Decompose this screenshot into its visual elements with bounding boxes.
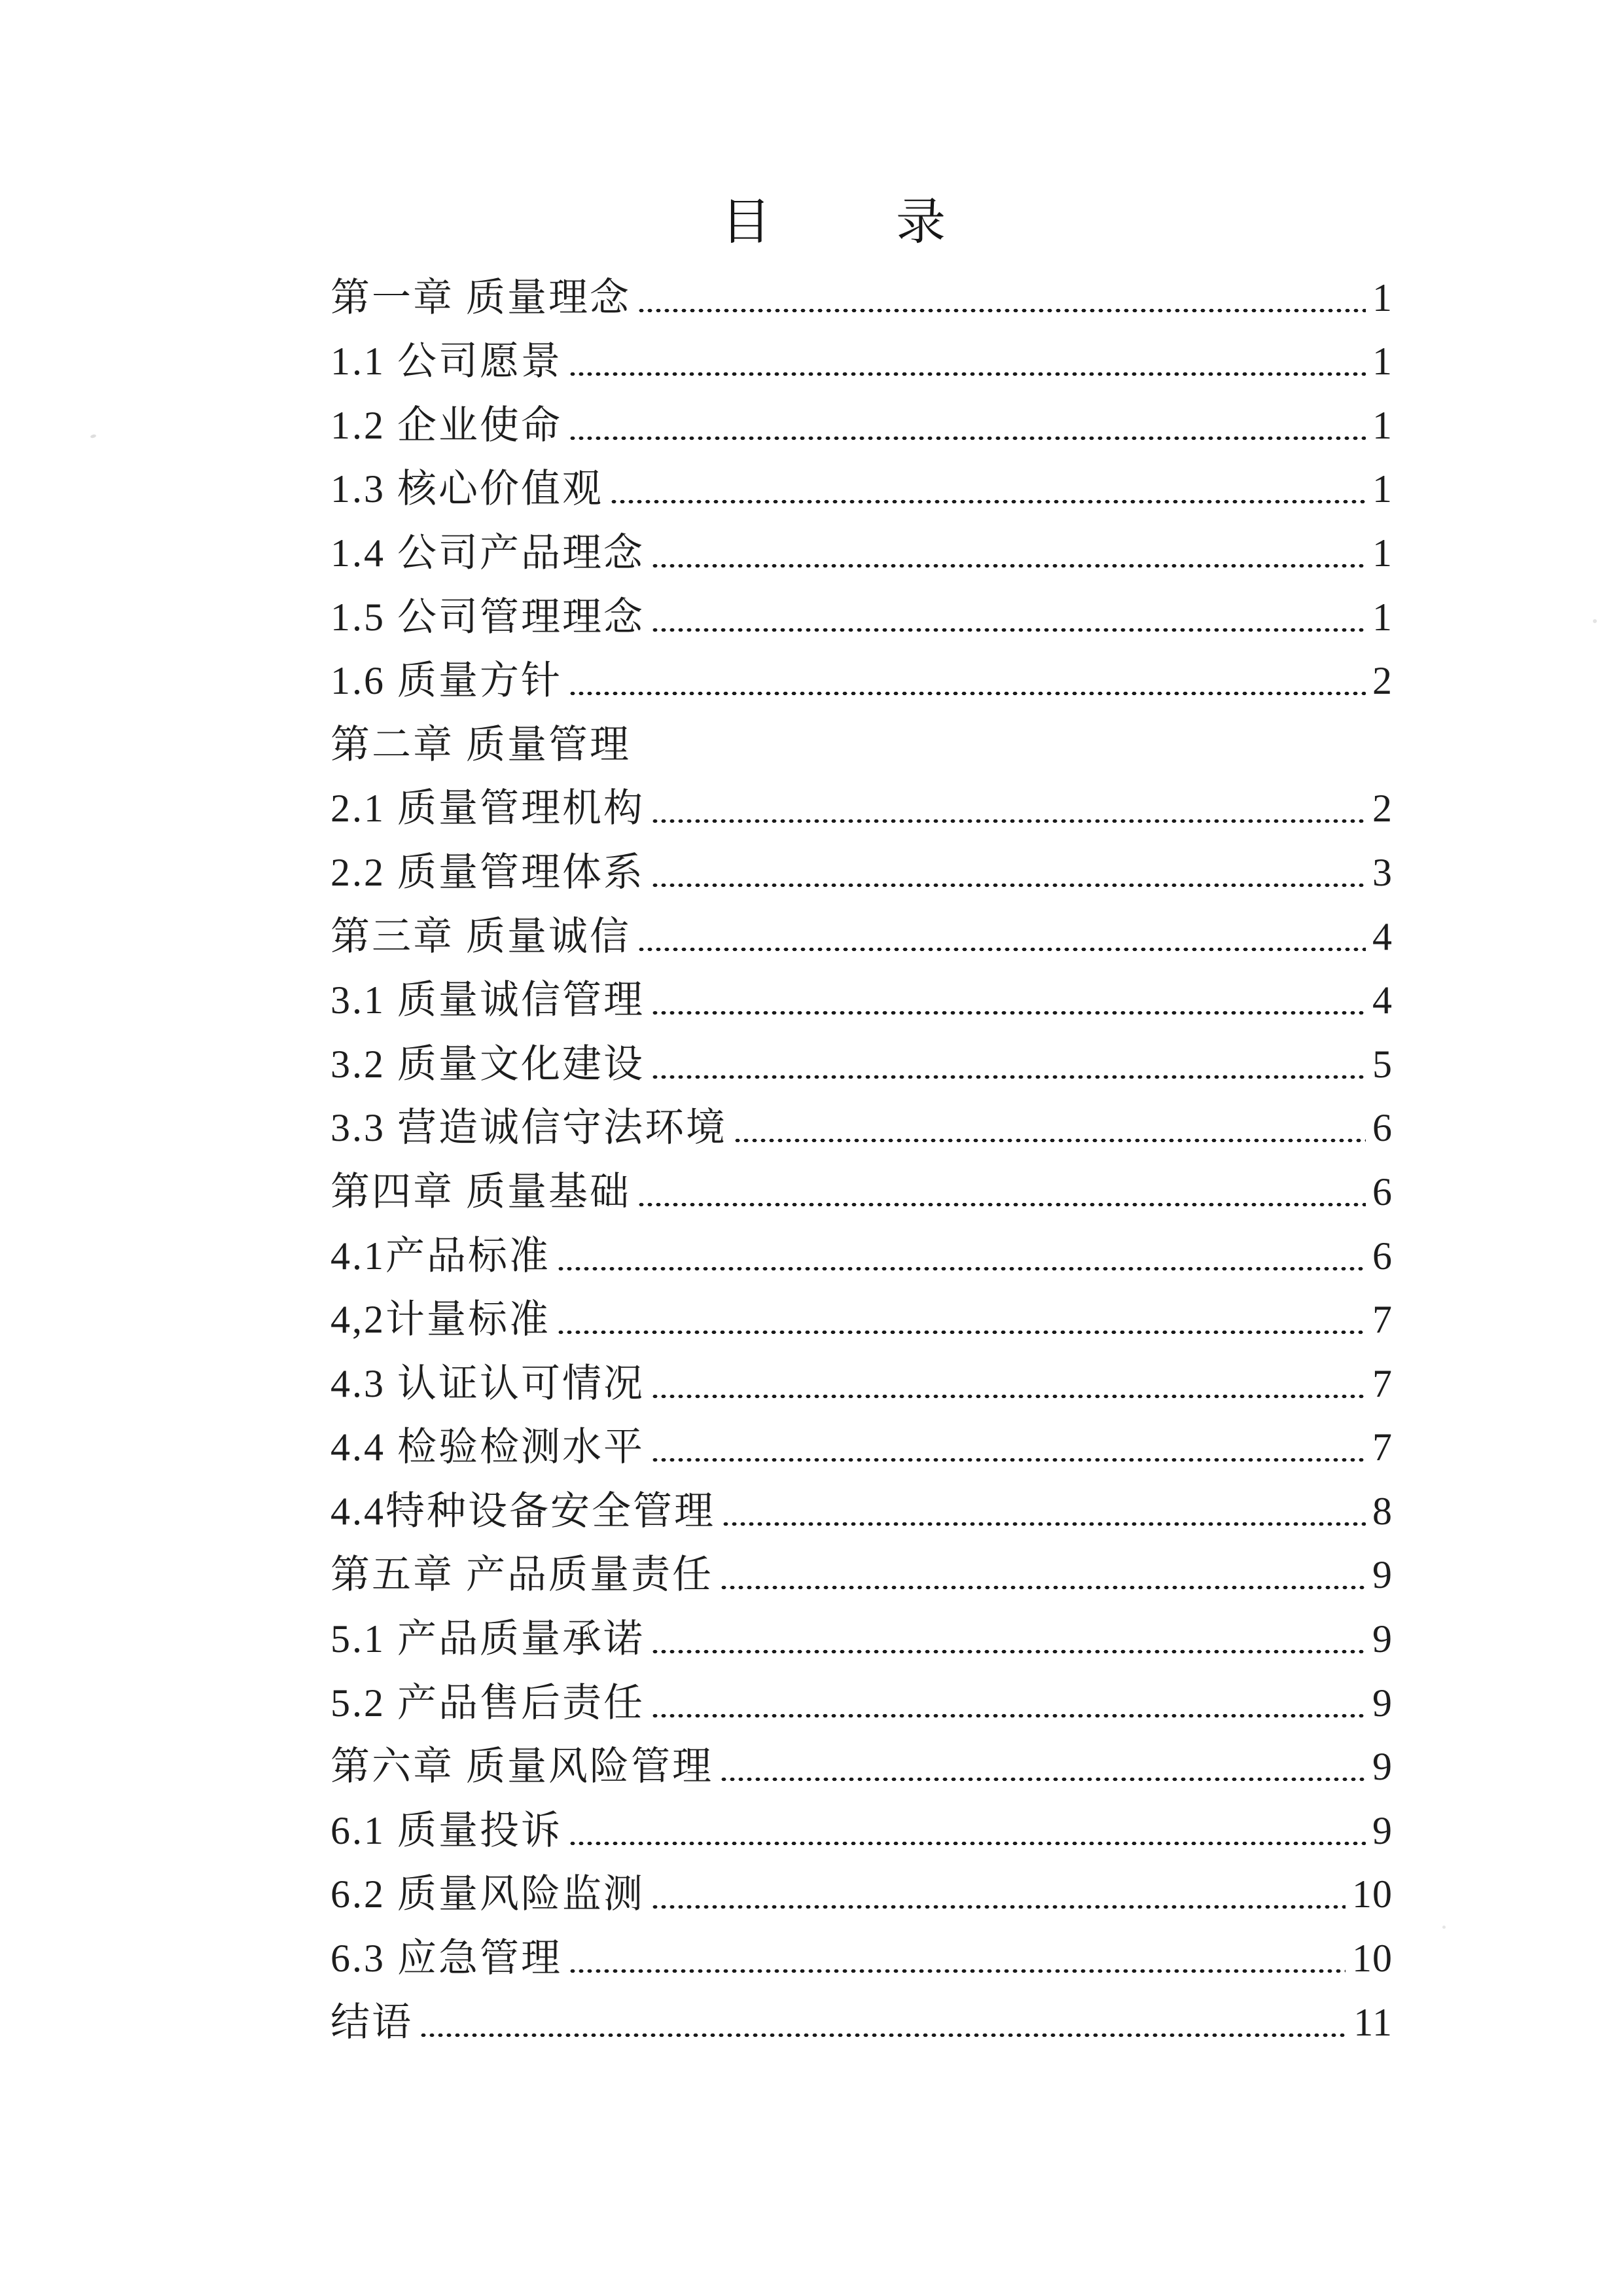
toc-entry-page-number: 7 [1372, 1426, 1393, 1469]
toc-entry-page-number: 9 [1372, 1808, 1393, 1852]
toc-entry-page-number: 1 [1372, 403, 1393, 447]
dot-leader [570, 1840, 1366, 1846]
dot-leader [652, 627, 1366, 633]
dot-leader [570, 371, 1366, 377]
page-title: 录 [896, 195, 946, 250]
dot-leader [652, 1457, 1366, 1463]
toc-entry [330, 1914, 1393, 1981]
toc-entry-label: 2.2 质量管理体系 [330, 850, 645, 894]
toc-entry [330, 381, 1393, 445]
toc-entry [330, 509, 1393, 573]
toc-entry [330, 1276, 1393, 1340]
dot-leader [570, 1968, 1346, 1974]
toc-entry-label: 2.1 质量管理机构 [330, 787, 645, 831]
toc-entry-label: 第四章 质量基础 [330, 1170, 631, 1213]
toc-entry-label: 4.4特种设备安全管理 [330, 1489, 715, 1533]
toc-entry-label: 结语 [330, 2000, 413, 2044]
dot-leader [639, 946, 1366, 952]
dot-leader [735, 1138, 1366, 1143]
toc-entry-page-number: 1 [1372, 595, 1393, 639]
dot-leader [723, 1521, 1366, 1527]
toc-entry [330, 1723, 1393, 1787]
toc-entry [330, 1594, 1393, 1659]
dot-leader [652, 563, 1366, 569]
dot-leader [652, 1010, 1366, 1016]
scan-speckle [1442, 1926, 1446, 1929]
page-title: 目 [721, 195, 771, 250]
toc-entry-page-number: 6 [1372, 1106, 1393, 1150]
toc-entry-page-number: 4 [1372, 914, 1393, 958]
toc-entry-page-number: 1 [1372, 276, 1393, 319]
toc-entry-label: 5.2 产品售后责任 [330, 1681, 645, 1725]
toc-entry-label: 3.3 营造诚信守法环境 [330, 1106, 727, 1150]
toc-entry-label: 1.6 质量方针 [330, 659, 562, 703]
dot-leader [611, 499, 1366, 505]
toc-entry-page-number: 7 [1372, 1298, 1393, 1342]
table-of-contents [330, 253, 1393, 2042]
toc-entry-page-number: 3 [1372, 850, 1393, 894]
toc-entry [330, 1211, 1393, 1276]
toc-entry-label: 4.4 检验检测水平 [330, 1426, 645, 1469]
toc-entry-label: 3.2 质量文化建设 [330, 1042, 645, 1086]
dot-leader [639, 1202, 1366, 1208]
toc-entry [330, 1850, 1393, 1914]
scan-speckle [1593, 619, 1597, 623]
toc-entry-label: 第一章 质量理念 [330, 276, 631, 319]
toc-entry-label: 第五章 产品质量责任 [330, 1553, 713, 1597]
toc-entry [330, 253, 1393, 317]
toc-entry-label: 4.3 认证认可情况 [330, 1361, 645, 1405]
toc-entry-label: 6.3 应急管理 [330, 1937, 562, 1981]
toc-entry [330, 317, 1393, 382]
dot-leader [652, 1904, 1346, 1910]
toc-entry-page-number: 6 [1372, 1234, 1393, 1278]
dot-leader [652, 818, 1366, 824]
dot-leader [570, 435, 1366, 441]
toc-entry [330, 956, 1393, 1020]
dot-leader [421, 2032, 1347, 2038]
toc-entry-page-number: 8 [1372, 1489, 1393, 1533]
dot-leader [652, 1074, 1366, 1080]
toc-entry [330, 1978, 1393, 2042]
toc-entry-page-number: 2 [1372, 659, 1393, 703]
toc-entry [330, 1339, 1393, 1403]
toc-entry-label: 4,2计量标准 [330, 1298, 550, 1342]
toc-entry-label: 1.5 公司管理理念 [330, 595, 645, 639]
dot-leader [639, 308, 1366, 314]
toc-entry-page-number: 11 [1353, 2000, 1393, 2044]
toc-entry-page-number: 5 [1372, 1042, 1393, 1086]
toc-entry-label: 6.1 质量投诉 [330, 1808, 562, 1852]
toc-entry-label: 1.4 公司产品理念 [330, 531, 645, 575]
dot-leader [652, 1713, 1366, 1719]
toc-entry-page-number: 9 [1372, 1745, 1393, 1789]
toc-entry-label: 5.1 产品质量承诺 [330, 1617, 645, 1661]
toc-entry [330, 892, 1393, 956]
toc-entry-label: 1.1 公司愿景 [330, 340, 562, 384]
dot-leader [652, 1649, 1366, 1655]
toc-entry [330, 764, 1393, 829]
dot-leader [721, 1585, 1366, 1590]
toc-entry-page-number: 9 [1372, 1617, 1393, 1661]
toc-entry [330, 637, 1393, 701]
toc-entry [330, 1467, 1393, 1531]
toc-entry-label: 4.1产品标准 [330, 1234, 550, 1278]
dot-leader [558, 1266, 1366, 1272]
dot-leader [558, 1329, 1366, 1335]
toc-entry-label: 1.2 企业使命 [330, 403, 562, 447]
toc-entry [330, 1147, 1393, 1211]
toc-entry-page-number: 2 [1372, 787, 1393, 831]
toc-entry-label: 3.1 质量诚信管理 [330, 978, 645, 1022]
toc-entry [330, 700, 1393, 764]
toc-entry-label: 第三章 质量诚信 [330, 914, 631, 958]
dot-leader [652, 882, 1366, 888]
dot-leader [570, 691, 1366, 696]
toc-entry [330, 1659, 1393, 1723]
toc-entry-page-number: 1 [1372, 531, 1393, 575]
toc-entry-page-number: 10 [1352, 1873, 1393, 1916]
toc-entry-page-number: 1 [1372, 340, 1393, 384]
toc-entry-page-number: 9 [1372, 1553, 1393, 1597]
dot-leader [652, 1393, 1366, 1399]
toc-entry-page-number: 4 [1372, 978, 1393, 1022]
toc-entry-page-number: 1 [1372, 467, 1393, 511]
toc-entry-page-number: 9 [1372, 1681, 1393, 1725]
toc-entry [330, 1084, 1393, 1148]
scan-speckle [90, 434, 97, 439]
dot-leader [721, 1776, 1366, 1782]
toc-entry-page-number: 6 [1372, 1170, 1393, 1213]
toc-entry [330, 1786, 1393, 1850]
toc-entry-page-number: 7 [1372, 1361, 1393, 1405]
toc-entry-label: 6.2 质量风险监测 [330, 1873, 645, 1916]
toc-entry [330, 1403, 1393, 1467]
toc-entry-label: 第二章 质量管理 [330, 723, 631, 766]
toc-entry [330, 1020, 1393, 1084]
toc-entry-label: 1.3 核心价值观 [330, 467, 603, 511]
toc-entry [330, 1531, 1393, 1595]
toc-entry [330, 573, 1393, 637]
toc-entry [330, 828, 1393, 892]
toc-entry-page-number: 10 [1352, 1937, 1393, 1981]
toc-entry [330, 445, 1393, 509]
toc-entry-label: 第六章 质量风险管理 [330, 1745, 713, 1789]
